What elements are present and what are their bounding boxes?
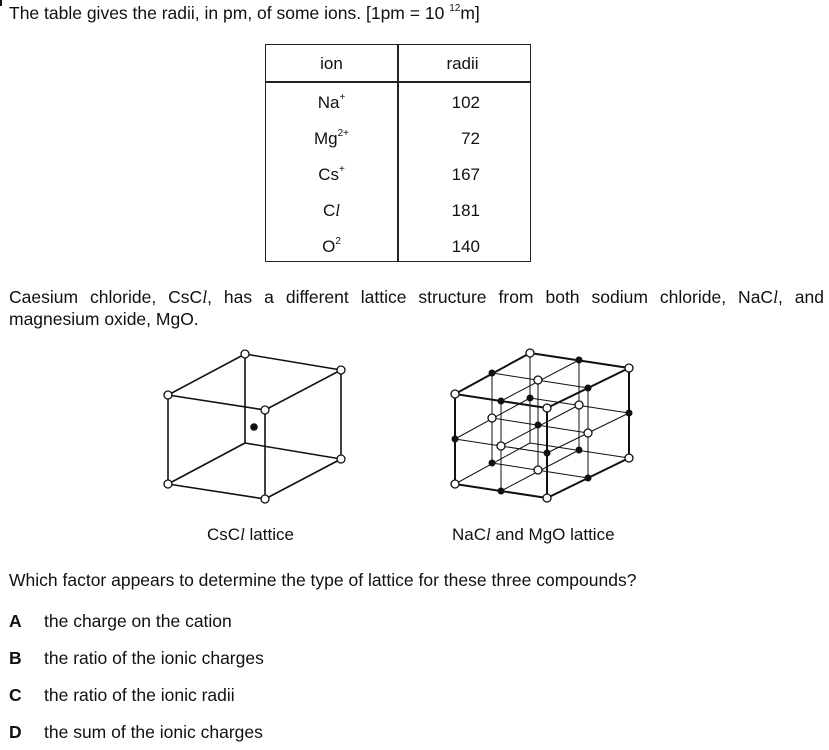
option-text: the sum of the ionic charges (44, 722, 263, 742)
option-d[interactable] (9, 722, 263, 743)
radius-cell: 102 (451, 93, 480, 112)
option-letter: A (9, 611, 22, 631)
option-letter: B (9, 648, 22, 668)
option-letter: C (9, 685, 22, 705)
question-text: Which factor appears to determine the type of lattice for these three compounds? (9, 570, 637, 590)
option-text: the ratio of the ionic charges (44, 648, 264, 668)
exponent: 12 (449, 3, 461, 15)
radius-cell: 140 (451, 237, 480, 256)
option-c[interactable] (9, 685, 235, 706)
option-text: the ratio of the ionic radii (44, 685, 235, 705)
ion-cell: Cl (322, 201, 340, 220)
lattice-description: Caesium chloride, CsCl, has a different lattice structure from both sodium chloride, NaCl, and magnesium oxide, MgO. (9, 287, 824, 329)
cscl-lattice-diagram (150, 340, 360, 515)
ion-cell: $O^2$ (322, 236, 341, 256)
ion-cell: Cs+ (318, 164, 345, 184)
cscl-caption: CsCl lattice (207, 525, 294, 544)
header-ion: ion (320, 54, 343, 73)
ion-cell: Na+ (317, 92, 346, 112)
page-corner-mark (0, 0, 2, 6)
table-divider-vertical (397, 45, 399, 261)
ion-cell: $Mg^{2+}$ (313, 128, 350, 148)
radius-cell: 181 (451, 201, 480, 220)
radius-cell: 167 (451, 165, 480, 184)
option-text: the charge on the cation (44, 611, 232, 631)
option-letter: D (9, 722, 22, 742)
option-a[interactable] (9, 611, 232, 632)
nacl-caption: NaCl and MgO lattice (452, 525, 615, 544)
header-radii: radii (446, 54, 479, 73)
nacl-mgo-lattice-diagram (445, 345, 640, 515)
table-divider-horizontal (266, 81, 530, 83)
option-b[interactable] (9, 648, 264, 669)
radius-cell: 72 (461, 129, 480, 148)
ion-radii-table (265, 44, 531, 262)
intro-text: The table gives the radii, in pm, of some ions. [1pm = 10 $^{12}$m] (9, 3, 480, 23)
